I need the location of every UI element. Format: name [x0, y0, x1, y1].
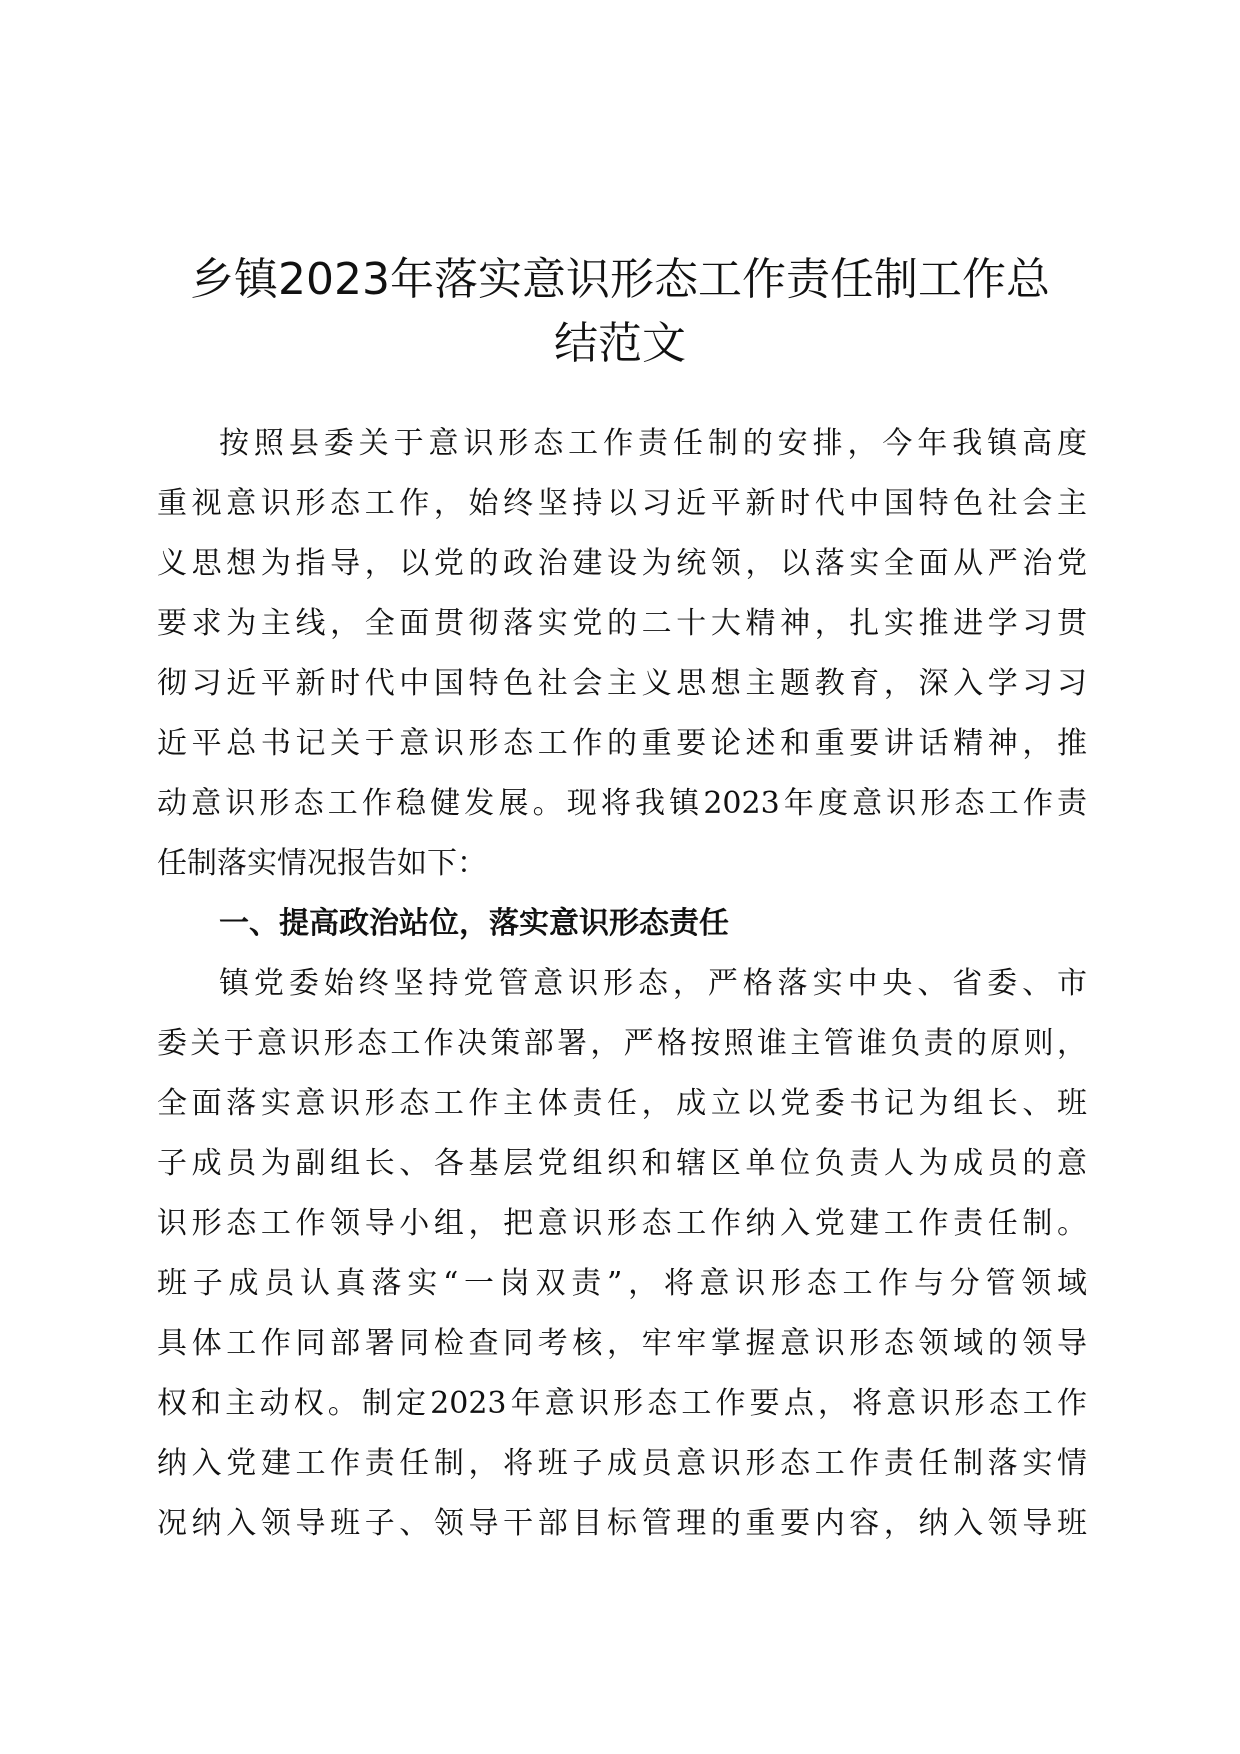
- paragraph-line: 动意识形态工作稳健发展。现将我镇2023年度意识形态工作责: [157, 786, 1087, 821]
- section-heading: 一、提高政治站位，落实意识形态责任: [219, 906, 729, 941]
- document-title: [150, 248, 1090, 376]
- paragraph-line: 镇党委始终坚持党管意识形态，严格落实中央、省委、市: [219, 966, 1087, 1001]
- paragraph-line: 彻习近平新时代中国特色社会主义思想主题教育，深入学习习: [157, 666, 1087, 701]
- paragraph-line: 全面落实意识形态工作主体责任，成立以党委书记为组长、班: [157, 1086, 1087, 1121]
- paragraph-line: 况纳入领导班子、领导干部目标管理的重要内容，纳入领导班: [157, 1506, 1087, 1541]
- paragraph-line: 班子成员认真落实“一岗双责”，将意识形态工作与分管领域: [157, 1266, 1087, 1301]
- paragraph-line: 委关于意识形态工作决策部署，严格按照谁主管谁负责的原则，: [157, 1026, 1087, 1061]
- paragraph-line: 义思想为指导，以党的政治建设为统领，以落实全面从严治党: [157, 546, 1087, 581]
- document-body: [157, 414, 1087, 1554]
- paragraph-line: 要求为主线，全面贯彻落实党的二十大精神，扎实推进学习贯: [157, 606, 1087, 641]
- paragraph-line: 任制落实情况报告如下：: [157, 846, 487, 881]
- intro-paragraph: [157, 414, 1087, 894]
- paragraph-line: 子成员为副组长、各基层党组织和辖区单位负责人为成员的意: [157, 1146, 1087, 1181]
- paragraph-line: 纳入党建工作责任制，将班子成员意识形态工作责任制落实情: [157, 1446, 1087, 1481]
- paragraph-line: 近平总书记关于意识形态工作的重要论述和重要讲话精神，推: [157, 726, 1087, 761]
- title-line: 结范文: [554, 318, 686, 369]
- title-line: 乡镇2023年落实意识形态工作责任制工作总: [190, 254, 1050, 305]
- paragraph-line: 权和主动权。制定2023年意识形态工作要点，将意识形态工作: [157, 1386, 1087, 1421]
- paragraph-line: 按照县委关于意识形态工作责任制的安排，今年我镇高度: [219, 426, 1087, 461]
- section-paragraph: [157, 954, 1087, 1554]
- paragraph-line: 重视意识形态工作，始终坚持以习近平新时代中国特色社会主: [157, 486, 1087, 521]
- paragraph-line: 识形态工作领导小组，把意识形态工作纳入党建工作责任制。: [157, 1206, 1087, 1241]
- paragraph-line: 具体工作同部署同检查同考核，牢牢掌握意识形态领域的领导: [157, 1326, 1087, 1361]
